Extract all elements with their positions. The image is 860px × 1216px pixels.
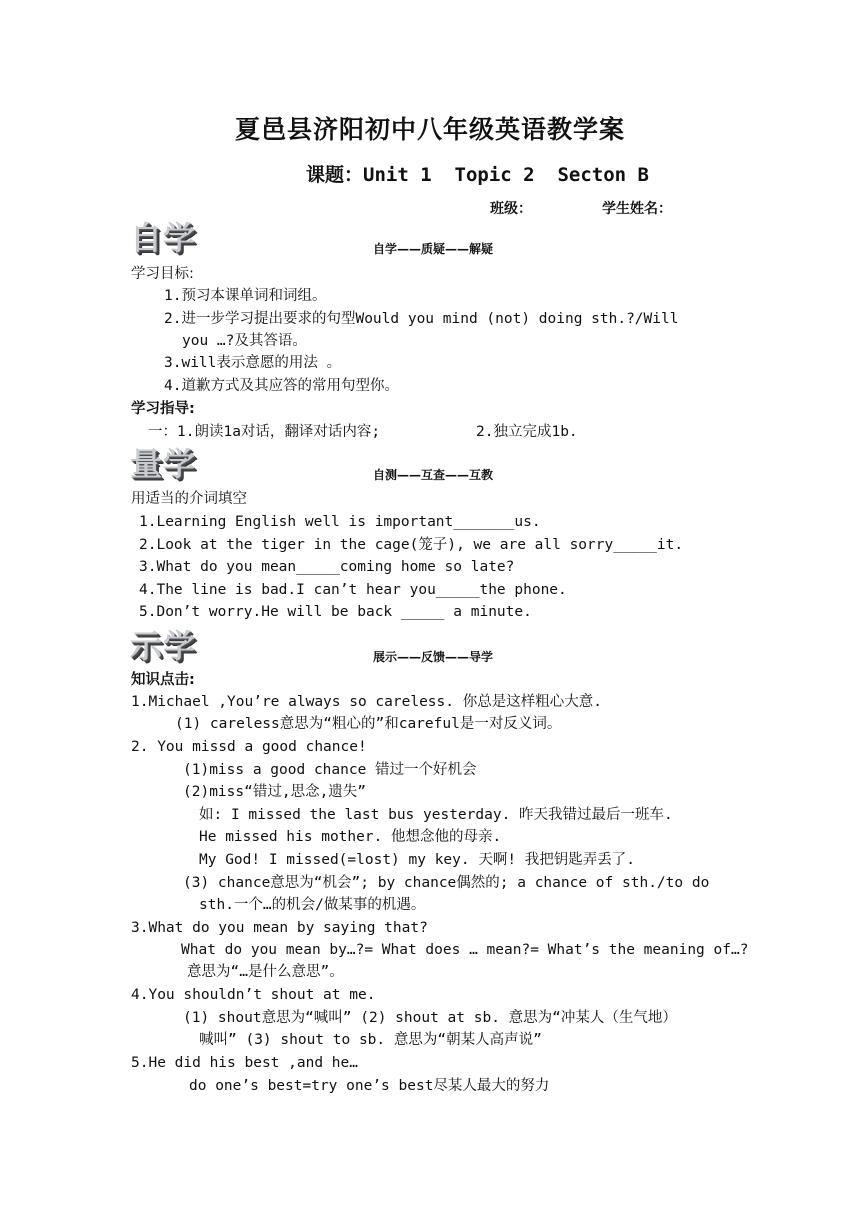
knowledge-line: 喊叫” (3) shout to sb. 意思为“朝某人高声说” <box>199 1032 542 1048</box>
guide-label: 学习指导: <box>131 401 195 417</box>
guide-item: 一：1.朗读1a对话，翻译对话内容; <box>148 424 381 440</box>
knowledge-line: What do you mean by…?= What does … mean?= What’s the meaning of…? <box>181 942 749 958</box>
knowledge-line: 如: I missed the last bus yesterday. 昨天我错过最后一班车. <box>199 807 673 823</box>
goal-item: 2.进一步学习提出要求的句型Would you mind (not) doing sth.?/Will <box>164 311 679 327</box>
knowledge-line: (1) shout意思为“喊叫” (2) shout at sb. 意思为“冲某人（生气地） <box>183 1010 677 1026</box>
self-study-heading: 自学——质疑——解疑 <box>372 242 493 256</box>
student-name-label: 学生姓名： <box>602 201 672 217</box>
exercise-item: 3.What do you mean_____coming home so late? <box>139 559 515 575</box>
goal-item: 3.will表示意愿的用法 。 <box>164 355 342 371</box>
lesson-subtitle: 课题：Unit 1 Topic 2 Secton B <box>306 164 649 186</box>
knowledge-line: (1)miss a good chance 错过一个好机会 <box>183 762 477 778</box>
knowledge-line: 2. You missd a good chance! <box>131 739 367 755</box>
goals-label: 学习目标: <box>131 266 194 282</box>
exercise-item: 1.Learning English well is important_______us. <box>139 514 541 530</box>
goal-item: 1.预习本课单词和词组。 <box>164 288 327 304</box>
knowledge-line: 3.What do you mean by saying that? <box>131 920 428 936</box>
points-label: 知识点击: <box>131 672 195 688</box>
class-info <box>490 198 672 218</box>
exercise-item: 4.The line is bad.I can’t hear you_____the phone. <box>139 582 567 598</box>
goal-item: you …?及其答语。 <box>182 333 307 349</box>
knowledge-line: do one’s best=try one’s best尽某人最大的努力 <box>189 1078 550 1094</box>
exercise-item: 2.Look at the tiger in the cage(笼子), we are all sorry_____it. <box>139 537 684 553</box>
show-heading: 展示——反馈——导学 <box>372 650 493 664</box>
page-title: 夏邑县济阳初中八年级英语教学案 <box>234 115 625 144</box>
knowledge-line: 4.You shouldn’t shout at me. <box>131 987 376 1003</box>
knowledge-line: 5.He did his best ,and he… <box>131 1055 358 1071</box>
goal-item: 4.道歉方式及其应答的常用句型你。 <box>164 378 399 394</box>
knowledge-line: (3) chance意思为“机会”; by chance偶然的; a chance of sth./to do <box>183 875 710 891</box>
show-badge: 示学 <box>130 627 197 665</box>
guide-item: 2.独立完成1b. <box>476 424 578 440</box>
measure-heading: 自测——互查——互教 <box>372 468 493 482</box>
measure-instruction: 用适当的介词填空 <box>131 491 247 507</box>
class-label: 班级： <box>490 201 532 217</box>
knowledge-line: (1) careless意思为“粗心的”和careful是一对反义词。 <box>175 716 562 732</box>
knowledge-line: (2)miss“错过,思念,遗失” <box>183 784 367 800</box>
knowledge-line: 意思为“…是什么意思”。 <box>187 964 344 980</box>
measure-badge: 量学 <box>130 445 197 483</box>
knowledge-line: sth.一个…的机会/做某事的机遇。 <box>199 897 426 913</box>
self-study-badge: 自学 <box>130 219 197 257</box>
knowledge-line: 1.Michael ,You’re always so careless. 你总是这样粗心大意. <box>131 694 602 710</box>
knowledge-line: My God! I missed(=lost) my key. 天啊! 我把钥匙弄丢了. <box>199 852 636 868</box>
exercise-item: 5.Don’t worry.He will be back _____ a minute. <box>139 604 532 620</box>
knowledge-line: He missed his mother. 他想念他的母亲. <box>199 829 502 845</box>
